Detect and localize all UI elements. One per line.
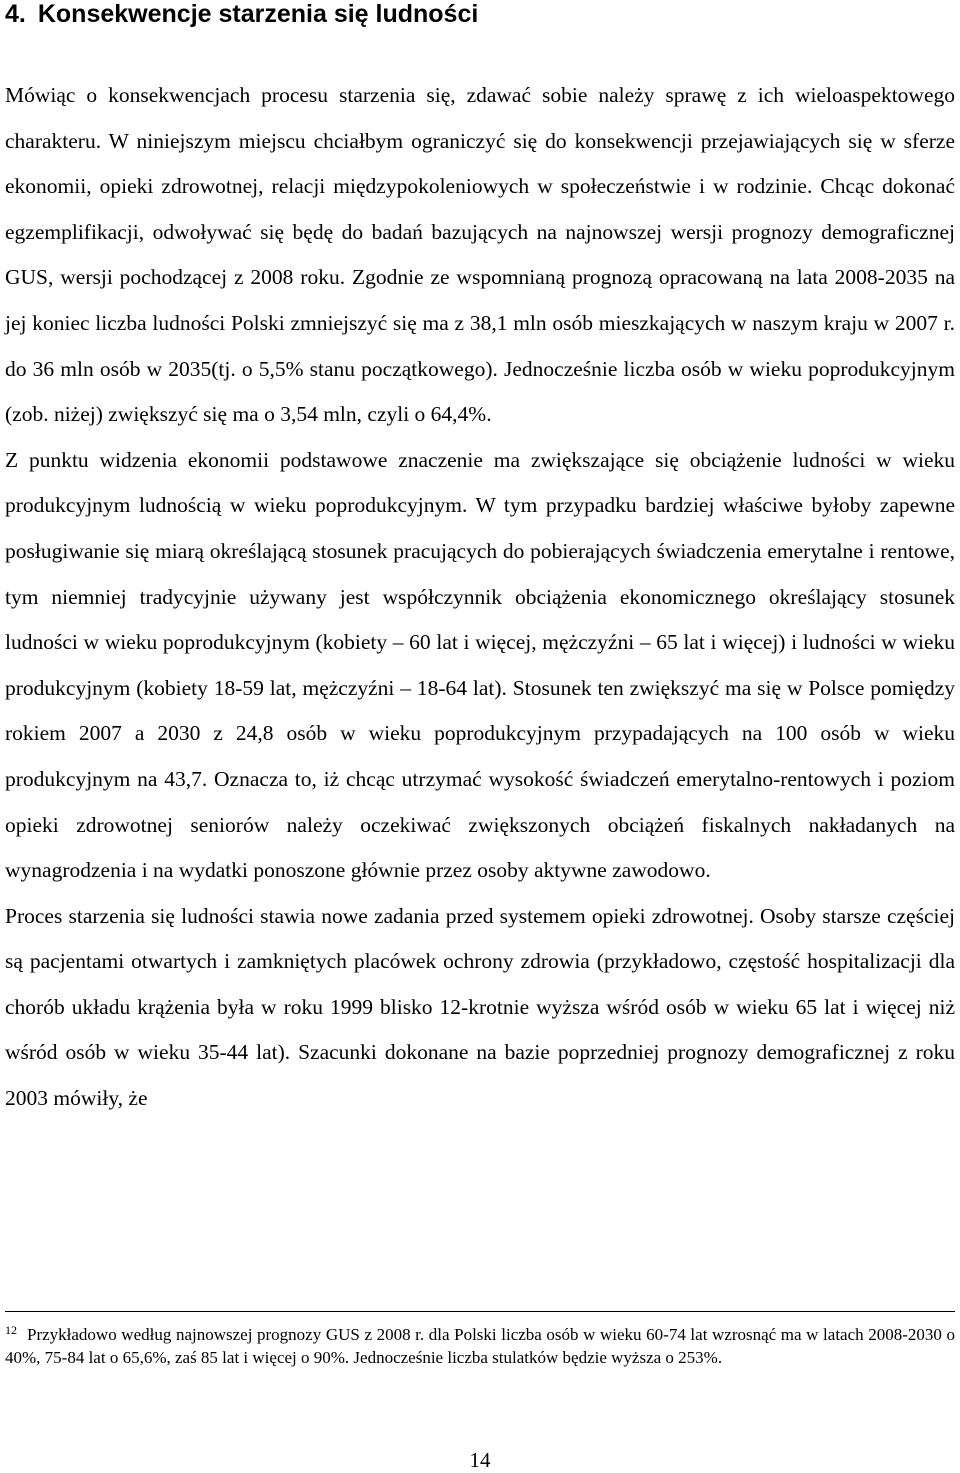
paragraph: Mówiąc o konsekwencjach procesu starzenia się, zdawać sobie należy sprawę z ich wieloaspektowego charakteru. W niniejszym miejscu chciałbym ograniczyć się do konsekwencji przejawiających się w sferze ekonomii, opieki zdrowotnej, relacji międzypokoleniowych w społeczeństwie i w rodzinie. Chcąc dokonać egzemplifikacji, odwoływać się będę do badań bazujących na najnowszej wersji prognozy demograficznej GUS, wersji pochodzącej z 2008 roku. Zgodnie ze wspomnianą prognozą opracowaną na lata 2008-2035 na jej koniec liczba ludności Polski zmniejszyć się ma z 38,1 mln osób mieszkających w naszym kraju w 2007 r. do 36 mln osób w 2035(tj. o 5,5% stanu początkowego). Jednocześnie liczba osób w wieku poprodukcyjnym (zob. niżej) zwiększyć się ma o 3,54 mln, czyli o 64,4%.: [5, 83, 955, 427]
paragraph: Z punktu widzenia ekonomii podstawowe znaczenie ma zwiększające się obciążenie ludności w wieku produkcyjnym ludnością w wieku poprodukcyjnym. W tym przypadku bardziej właściwe byłoby zapewne posługiwanie się miarą określającą stosunek pracujących do pobierających świadczenia emerytalne i rentowe, tym niemniej tradycyjnie używany jest współczynnik obciążenia ekonomicznego określający stosunek ludności w wieku poprodukcyjnym (kobiety – 60 lat i więcej, mężczyźni – 65 lat i więcej) i ludności w wieku produkcyjnym (kobiety 18-59 lat, mężczyźni – 18-64 lat). Stosunek ten zwiększyć ma się w Polsce pomiędzy rokiem 2007 a 2030 z 24,8 osób w wieku poprodukcyjnym przypadających na 100 osób w wieku produkcyjnym na 43,7. Oznacza to, iż chcąc utrzymać wysokość świadczeń emerytalno-rentowych i poziom opieki zdrowotnej seniorów należy oczekiwać zwiększonych obciążeń fiskalnych nakładanych na wynagrodzenia i na wydatki ponoszone głównie przez osoby aktywne zawodowo.: [5, 447, 955, 883]
footnote-text: Przykładowo według najnowszej prognozy GUS z 2008 r. dla Polski liczba osób w wieku 60-74 lat wzrosnąć ma w latach 2008-2030 o 40%, 75-84 lat o 65,6%, zaś 85 lat i więcej o 90%. Jednocześnie liczba stulatków będzie wyższa o 253%.: [5, 1325, 955, 1367]
document-page: [5, 0, 955, 1122]
page-number: 14: [469, 1448, 491, 1472]
paragraph: Proces starzenia się ludności stawia nowe zadania przed systemem opieki zdrowotnej. Osoby starsze częściej są pacjentami otwartych i zamkniętych placówek ochrony zdrowia (przykładowo, częstość hospitalizacji dla chorób układu krążenia była w roku 1999 blisko 12-krotnie wyższa wśród osób w wieku 65 lat i więcej niż wśród osób w wieku 35-44 lat). Szacunki dokonane na bazie poprzedniej prognozy demograficznej z roku 2003 mówiły, że: [5, 903, 955, 1111]
footnote-marker: 12: [5, 1323, 17, 1337]
section-heading: [5, 0, 955, 34]
footnote-separator: [5, 1311, 955, 1312]
section-number: 4.: [5, 0, 26, 28]
body-text: [5, 73, 955, 1122]
section-title: Konsekwencje starzenia się ludności: [37, 0, 479, 28]
footnote: [5, 1323, 955, 1369]
